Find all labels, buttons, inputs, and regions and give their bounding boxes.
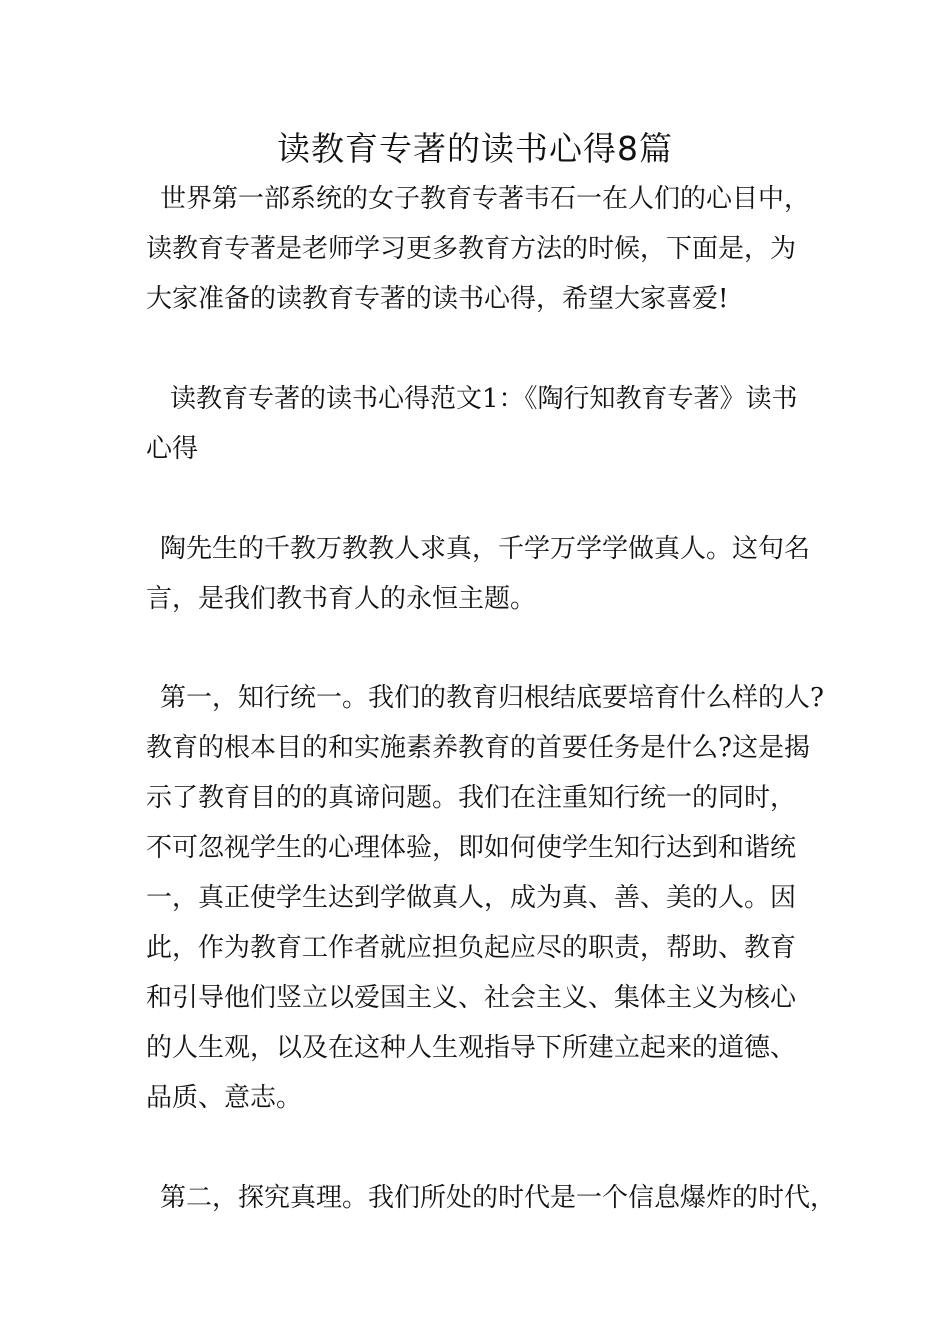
paragraph-line: 示了教育目的的真谛问题。我们在注重知行统一的同时， xyxy=(146,783,797,813)
paragraph-line: 教育的根本目的和实施素养教育的首要任务是什么?这是揭 xyxy=(146,733,810,763)
paragraph-line: 大家准备的读教育专著的读书心得，希望大家喜爱! xyxy=(146,284,729,314)
document-title: 读教育专著的读书心得8篇 xyxy=(277,129,673,168)
second-point-paragraph xyxy=(146,1173,836,1223)
paragraph-line: 陶先生的千教万教教人求真，千学万学学做真人。这句名 xyxy=(160,534,811,564)
paragraph-line: 一，真正使学生达到学做真人，成为真、善、美的人。因 xyxy=(146,883,797,913)
paragraph-line: 第二，探究真理。我们所处的时代是一个信息爆炸的时代， xyxy=(160,1183,837,1213)
paragraph-line: 读教育专著的读书心得范文1：《陶行知教育专著》读书 xyxy=(170,384,798,414)
paragraph-line: 品质、意志。 xyxy=(146,1083,303,1113)
intro-paragraph xyxy=(146,174,836,324)
paragraph-line: 的人生观，以及在这种人生观指导下所建立起来的道德、 xyxy=(146,1033,797,1063)
paragraph-line: 不可忽视学生的心理体验，即如何使学生知行达到和谐统 xyxy=(146,833,797,863)
paragraph-line: 心得 xyxy=(146,434,199,464)
paragraph-line: 世界第一部系统的女子教育专著韦石一在人们的心目中， xyxy=(160,184,811,214)
paragraph-line: 言，是我们教书育人的永恒主题。 xyxy=(146,584,537,614)
paragraph-line: 第一，知行统一。我们的教育归根结底要培育什么样的人? xyxy=(160,683,824,713)
paragraph-line: 此，作为教育工作者就应担负起应尽的职责，帮助、教育 xyxy=(146,933,797,963)
paragraph-line: 读教育专著是老师学习更多教育方法的时候，下面是，为 xyxy=(146,234,797,264)
quote-paragraph xyxy=(146,524,836,624)
paragraph-line: 和引导他们竖立以爱国主义、社会主义、集体主义为核心 xyxy=(146,983,797,1013)
section-heading-paragraph xyxy=(146,374,836,474)
first-point-paragraph xyxy=(146,673,836,1123)
